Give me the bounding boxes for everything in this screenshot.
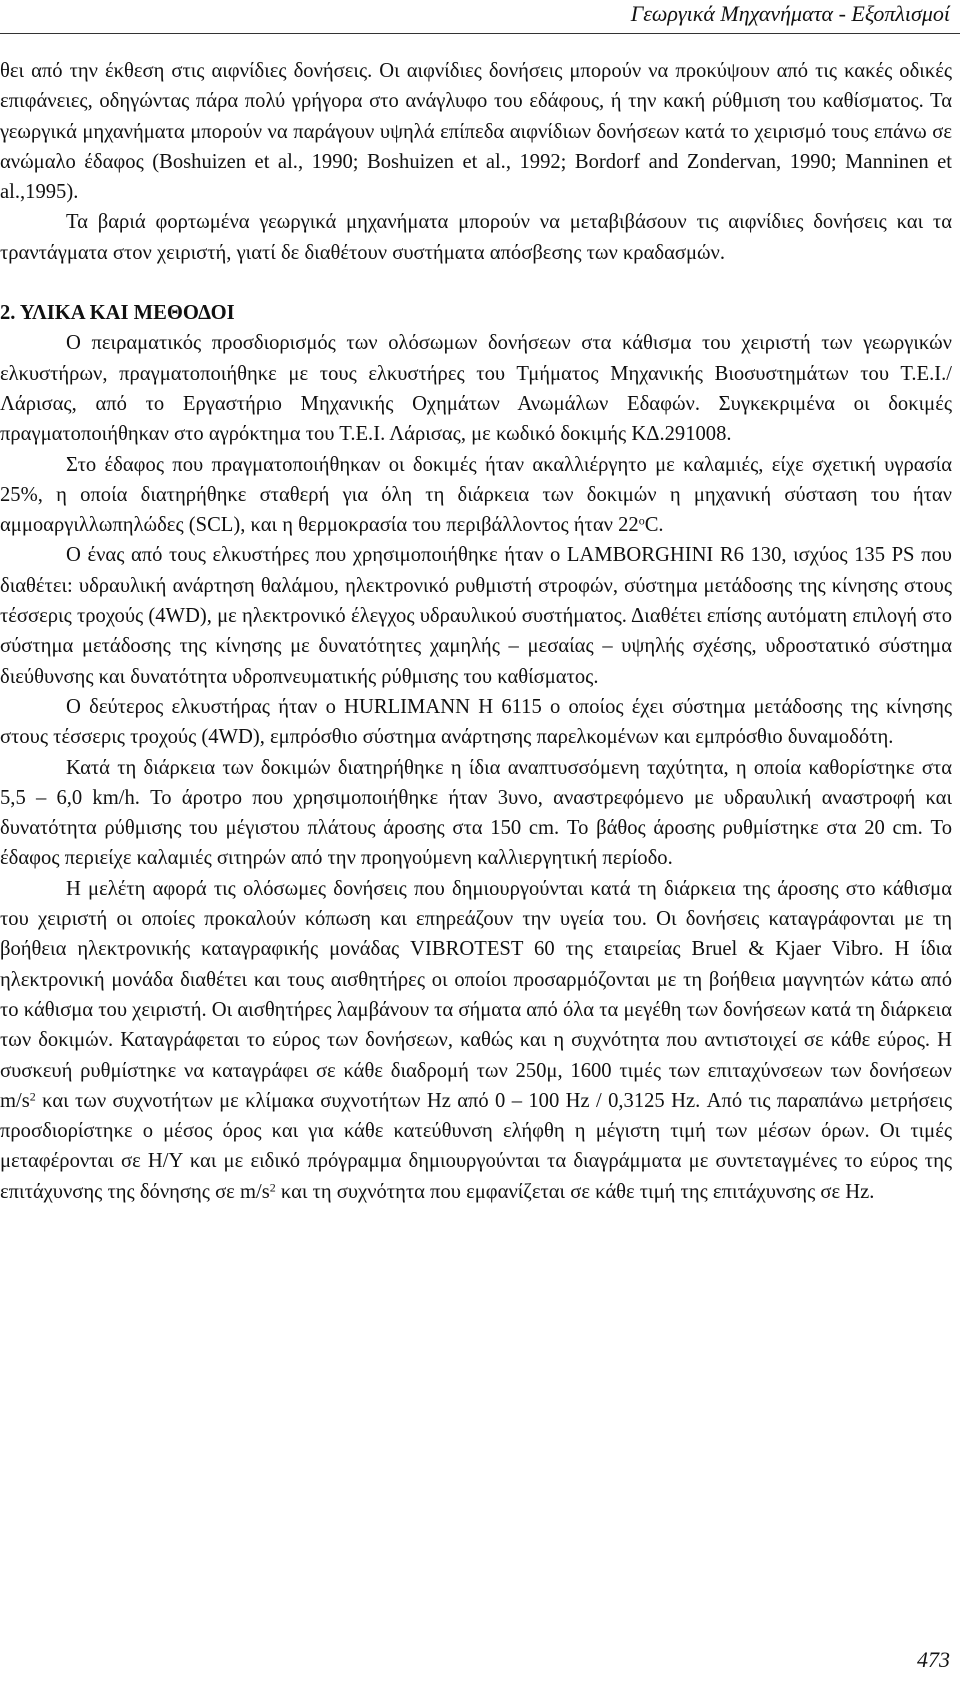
body-text bbox=[0, 56, 952, 1207]
measurement-text-2: και των συχνοτήτων με κλίμακα συχνοτήτων Hz από 0 – 100 Hz / 0,3125 Hz. Από τις παραπάνω μετρήσεις προσδιορίστηκε ο μέσος όρος και για κάθε κατεύθυνση ελήφθη η μέγιστη τιμή των μέσων όρων. Οι τιμές μεταφέρονται σε Η/Υ και με ειδικό πρόγραμμα δημιουργούνται τα διαγράμματα με συντεταγμένες το εύρος της επιτάχυνσης της δόνησης σε m/s bbox=[0, 1089, 952, 1203]
section-heading: 2. ΥΛΙΚΑ ΚΑΙ ΜΕΘΟΔΟΙ bbox=[0, 302, 235, 325]
soil-text: Στο έδαφος που πραγματοποιήθηκαν οι δοκιμές ήταν ακαλλιέργητο με καλαμιές, είχε σχετική υγρασία 25%, η οποία διατηρήθηκε σταθερή για όλη τη διάρκεια των δοκιμών η μηχανική σύσταση του ήταν αμμοαργιλλωπηλώδες (SCL), και η θερμοκρασία του περιβάλλοντος ήταν 22 bbox=[0, 453, 952, 537]
paragraph-tractor-lamborghini: Ο ένας από τους ελκυστήρες που χρησιμοποιήθηκε ήταν ο LAMBORGHINI R6 130, ισχύος 135 PS που διαθέτει: υδραυλική ανάρτηση θαλάμου, ηλεκτρονικό ρυθμιστή στροφών, σύστημα μετάδοσης της κίνησης στους τέσσερις τροχούς (4WD), με ηλεκτρονικό έλεγχος υδραυλικού συστήματος. Διαθέτει επίσης αυτόματη επιλογή στο σύστημα μετάδοσης της κίνησης με δυνατότητες χαμηλής – μεσαίας – υψηλής σχέσης, υδροστατικό σύστημα διεύθυνσης και δυνατότητα υδροπνευματικής ρύθμισης του καθίσματος. bbox=[0, 544, 952, 688]
paragraph-test-speed-plough: Κατά τη διάρκεια των δοκιμών διατηρήθηκε η ίδια αναπτυσσόμενη ταχύτητα, η οποία καθορίστηκε στα 5,5 – 6,0 km/h. Το άροτρο που χρησιμοποιήθηκε ήταν 3υνο, αναστρεφόμενο με υδραυλική αναστροφή και δυνατότητα ρύθμισης του μέγιστου πλάτους άροσης στα 150 cm. Το βάθος άροσης ρυθμίστηκε στα 20 cm. Το έδαφος περιείχε καλαμιές σιτηρών από την προηγούμενη καλλιεργητική περίοδο. bbox=[0, 756, 952, 870]
header-rule bbox=[0, 33, 960, 34]
paragraph-tractor-hurlimann: Ο δεύτερος ελκυστήρας ήταν ο HURLIMANN H 6115 ο οποίος έχει σύστημα μετάδοσης της κίνησης στους τέσσερις τροχούς (4WD), εμπρόσθιο σύστημα ανάρτησης παρελκομένων και εμπρόσθιο δυναμοδότη. bbox=[0, 695, 952, 749]
measurement-text-3: και τη συχνότητα που εμφανίζεται σε κάθε τιμή της επιτάχυνσης σε Hz. bbox=[275, 1180, 875, 1203]
paragraph-experimental-determination: Ο πειραματικός προσδιορισμός των ολόσωμων δονήσεων στα κάθισμα του χειριστή των γεωργικών ελκυστήρων, πραγματοποιήθηκε με τους ελκυστήρες του Τμήματος Μηχανικής Βιοσυστημάτων του Τ.Ε.Ι./Λάρισας, από το Εργαστήριο Μηχανικής Οχημάτων Ανωμάλων Εδαφών. Συγκεκριμένα οι δοκιμές πραγματοποιήθηκαν στο αγρόκτημα του Τ.Ε.Ι. Λάρισας, με κωδικό δοκιμής ΚΔ.291008. bbox=[0, 332, 952, 446]
degree-superscript: o bbox=[638, 513, 645, 528]
celsius-unit: C. bbox=[644, 514, 664, 537]
running-header: Γεωργικά Μηχανήματα - Εξοπλισμοί bbox=[630, 1, 950, 26]
paragraph-heavy-machinery: Τα βαριά φορτωμένα γεωργικά μηχανήματα μπορούν να μεταβιβάσουν τις αιφνίδιες δονήσεις και τα τραντάγματα στον χειριστή, γιατί δε διαθέτουν συστήματα απόσβεσης των κραδασμών. bbox=[0, 211, 952, 264]
paragraph-vibration-measurement bbox=[0, 874, 952, 1207]
squared-superscript-2: 2 bbox=[269, 1180, 276, 1195]
squared-superscript-1: 2 bbox=[29, 1089, 36, 1104]
paragraph-soil-conditions bbox=[0, 450, 952, 541]
page-number: 473 bbox=[917, 1647, 950, 1672]
paragraph-intro-continued: θει από την έκθεση στις αιφνίδιες δονήσεις. Οι αιφνίδιες δονήσεις μπορούν να προκύψουν από τις κακές οδικές επιφάνειες, οδηγώντας πάρα πολύ γρήγορα στο ανάγλυφο του εδάφους, ή την κακή ρύθμιση του καθίσματος. Τα γεωργικά μηχανήματα μπορούν να παράγουν υψηλά επίπεδα αιφνίδιων δονήσεων κατά το χειρισμό τους επάνω σε ανώμαλο έδαφος (Boshuizen et al., 1990; Boshuizen et al., 1992; Bordorf and Zondervan, 1990; Manninen et al.,1995). bbox=[0, 60, 952, 204]
measurement-text-1: Η μελέτη αφορά τις ολόσωμες δονήσεις που δημιουργούνται κατά τη διάρκεια της άροσης στο κάθισμα του χειριστή οι οποίες προκαλούν κόπωση και επηρεάζουν την υγεία του. Οι δονήσεις καταγράφονται με τη βοήθεια ηλεκτρονικής καταγραφικής μονάδας VIBROTEST 60 της εταιρείας Bruel & Kjaer Vibro. Η ίδια ηλεκτρονική μονάδα διαθέτει και τους αισθητήρες οι οποίοι προσαρμόζονται με τη βοήθεια μαγνητών κάτω από το κάθισμα του χειριστή. Οι αισθητήρες λαμβάνουν τα σήματα από όλα τα μεγέθη των δονήσεων κατά τη διάρκεια των δοκιμών. Καταγράφεται το εύρος των δονήσεων, καθώς και η συχνότητα που αντιστοιχεί σε κάθε εύρος. Η συσκευή ρυθμίστηκε να καταγράφει σε κάθε διαδρομή των 250μ, 1600 τιμές των επιταχύνσεων των δονήσεων m/s bbox=[0, 877, 952, 1112]
